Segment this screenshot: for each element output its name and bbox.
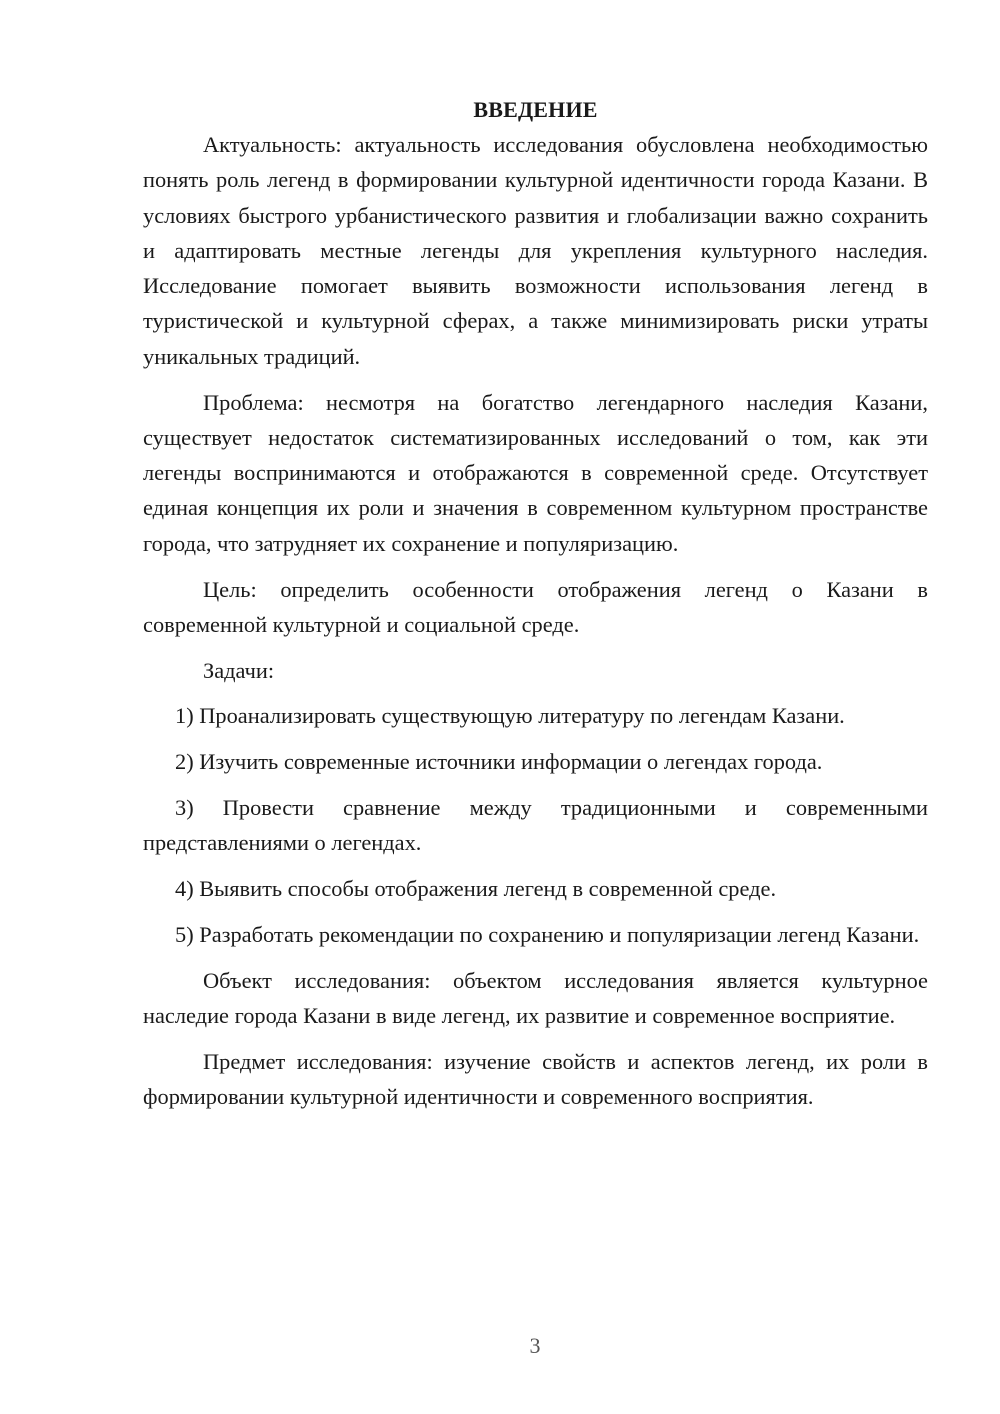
page-content	[143, 92, 928, 1125]
task-item: 1) Проанализировать существующую литературу по легендам Казани.	[175, 703, 845, 729]
task-item: 3) Провести сравнение между традиционными и современными представлениями о легендах.	[143, 795, 928, 856]
problem-paragraph: Проблема: несмотря на богатство легендарного наследия Казани, существует недостаток систематизированных исследований о том, как эти легенды воспринимаются и отображаются в современной среде. Отсутствует единая концепция их роли и значения в современном культурном пространстве города, что затрудняет их сохранение и популяризацию.	[143, 389, 928, 556]
task-item: 4) Выявить способы отображения легенд в современной среде.	[175, 876, 777, 902]
tasks-title: Задачи:	[203, 657, 275, 683]
task-item: 5) Разработать рекомендации по сохранению и популяризации легенд Казани.	[175, 921, 920, 947]
relevance-paragraph: Актуальность: актуальность исследования обусловлена необходимостью понять роль легенд в формировании культурной идентичности города Казани. В условиях быстрого урбанистического развития и глобализации важно сохранить и адаптировать местные легенды для укрепления культурного наследия. Исследование помогает выявить возможности использования легенд в туристической и культурной сферах, а также минимизировать риски утраты уникальных традиций.	[143, 132, 928, 369]
goal-paragraph: Цель: определить особенности отображения легенд о Казани в современной культурной и социальной среде.	[143, 576, 928, 637]
object-paragraph: Объект исследования: объектом исследования является культурное наследие города Казани в виде легенд, их развитие и современное восприятие.	[143, 967, 928, 1029]
page-number: 3	[529, 1333, 541, 1358]
task-item: 2) Изучить современные источники информации о легендах города.	[175, 749, 823, 775]
subject-paragraph: Предмет исследования: изучение свойств и аспектов легенд, их роли в формировании культурной идентичности и современного восприятия.	[143, 1048, 928, 1110]
section-heading: ВВЕДЕНИЕ	[473, 97, 598, 122]
